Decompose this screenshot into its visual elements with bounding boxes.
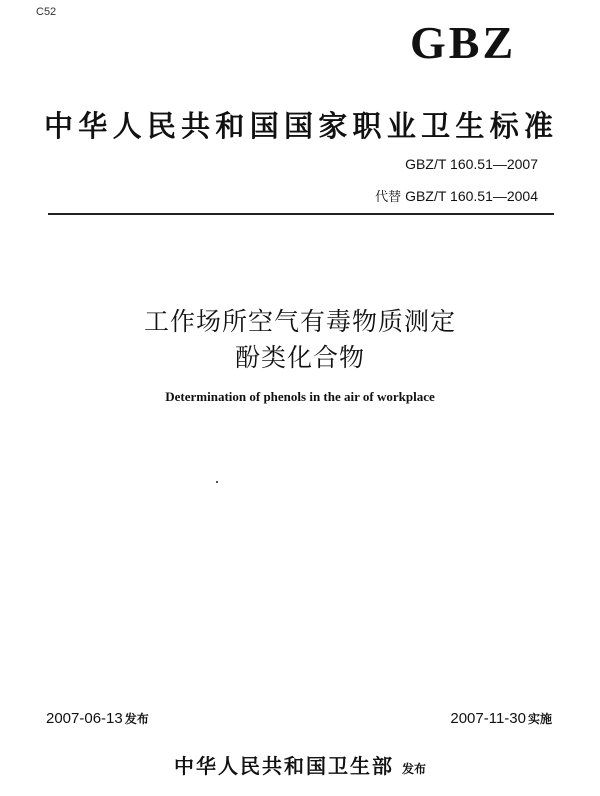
- document-title: 工作场所空气有毒物质测定: [143, 307, 456, 336]
- replaces-prefix: 代替: [375, 190, 402, 205]
- implementation-date: 2007-11-30: [450, 710, 526, 727]
- issue-label: 发布: [124, 712, 149, 726]
- english-title: Determination of phenols in the air of workplace: [165, 389, 435, 404]
- replaces-line: [375, 186, 538, 205]
- issuer-action: 发布: [401, 762, 426, 776]
- issuer-line: [0, 750, 600, 779]
- implementation-label: 实施: [527, 712, 552, 726]
- standard-authority-title: 中华人民共和国国家职业卫生标准: [44, 109, 554, 143]
- issuer-name: 中华人民共和国卫生部: [173, 754, 394, 778]
- issue-date-line: [46, 710, 149, 727]
- scan-speck: [216, 481, 218, 483]
- replaces-number: GBZ/T 160.51—2004: [405, 188, 538, 204]
- issue-date: 2007-06-13: [46, 710, 123, 727]
- gbz-logo: GBZ: [410, 17, 517, 68]
- standard-number: GBZ/T 160.51—2007: [405, 156, 538, 172]
- header-divider: [48, 213, 554, 215]
- document-subtitle: 酚类化合物: [234, 343, 365, 372]
- implementation-date-line: [450, 710, 552, 727]
- corner-code: C52: [36, 6, 57, 18]
